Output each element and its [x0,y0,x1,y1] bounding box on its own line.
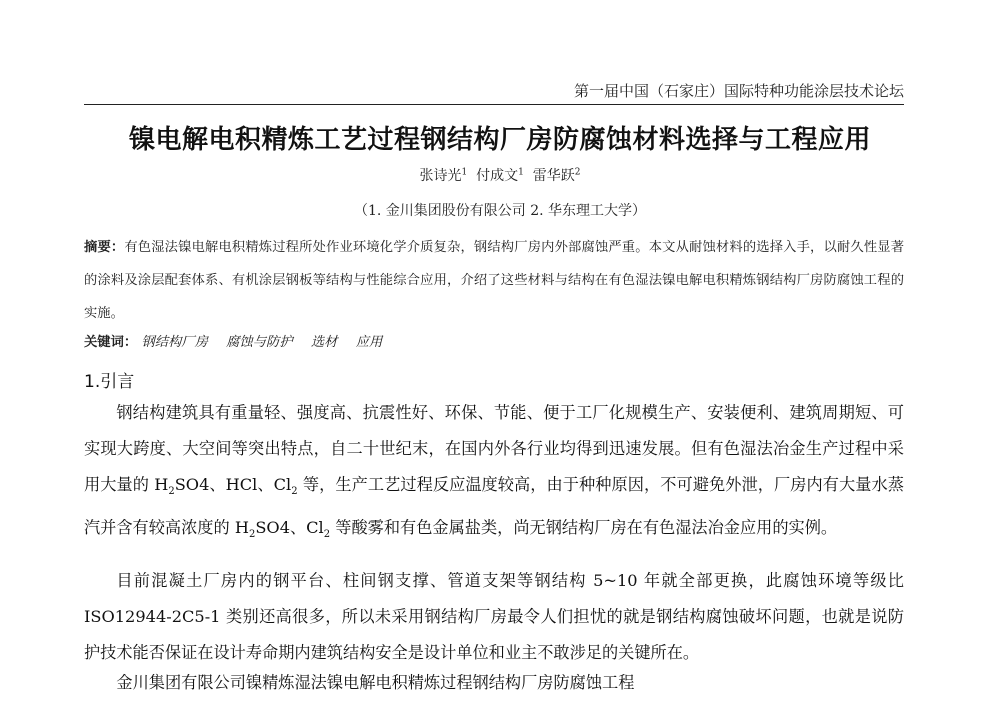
author-name: 雷华跃 [532,168,575,184]
keyword: 钢结构厂房 [141,335,208,350]
author-name: 张诗光 [419,168,462,184]
abstract [84,231,904,330]
paragraph-text: 等，生产工艺过程反应温度较高，由于种种原因，不可避免外泄，厂房内有大量水蒸汽并含有较高浓度的 H [84,475,904,538]
paragraph-text: SO4、HCl、Cl [174,475,292,494]
section-heading: 1.引言 [84,372,135,392]
body-paragraph [84,665,904,701]
author-affil-mark: 1 [461,167,468,178]
affiliation: （1. 金川集团股份有限公司 2. 华东理工大学） [353,203,647,219]
keyword: 腐蚀与防护 [226,335,293,350]
author-list [0,165,1000,185]
paragraph-text: 金川集团有限公司镍精炼湿法镍电解电积精炼过程钢结构厂房防腐蚀工程 [116,673,635,692]
running-header: 第一届中国（石家庄）国际特种功能涂层技术论坛 [573,82,904,100]
author-affil-mark: 1 [518,167,524,178]
body-paragraph [84,563,904,671]
keyword: 选材 [310,335,338,350]
author-affil-mark: 2 [574,167,581,178]
keywords [84,331,904,350]
paragraph-text: 钢结构建筑具有重量轻、强度高、抗震性好、环保、节能、便于工厂化规模生产、安装便利、建筑周期短、可实现大跨度、大空间等突出特点，自二十世纪末，在国内外各行业均得到迅速发展。但有色湿法冶金生产过程中采用大量的 H [84,403,904,494]
subscript: 2 [291,486,298,498]
abstract-text: 有色湿法镍电解电积精炼过程所处作业环境化学介质复杂，钢结构厂房内外部腐蚀严重。本文从耐蚀材料的选择入手，以耐久性显著的涂料及涂层配套体系、有机涂层钢板等结构与性能综合应用，介绍了这些材料与结构在有色湿法镍电解电积精炼钢结构厂房防腐蚀工程的实施。 [84,240,905,321]
paragraph-text: 目前混凝土厂房内的钢平台、柱间钢支撑、管道支架等钢结构 5~10 年就全部更换，此腐蚀环境等级比 ISO12944-2C5-1 类别还高很多，所以未采用钢结构厂房最令人们担忧的就是钢结构腐蚀破坏问题，也就是说防护技术能否保证在设计寿命期内建筑结构安全是设计单位和业主不敢涉足的关键所在。 [84,571,904,662]
paragraph-text: 等酸雾和有色金属盐类，尚无钢结构厂房在有色湿法冶金应用的实例。 [330,518,838,538]
subscript: 2 [323,529,331,541]
keyword: 应用 [355,335,383,350]
body-paragraph [84,395,904,553]
keywords-label: 关键词： [84,335,138,350]
paragraph-text: SO4、Cl [255,518,324,538]
header-rule [84,104,904,105]
subscript: 2 [248,529,256,541]
abstract-label: 摘要： [84,240,125,255]
subscript: 2 [168,486,175,498]
paper-title: 镍电解电积精炼工艺过程钢结构厂房防腐蚀材料选择与工程应用 [128,125,871,155]
author-name: 付成文 [476,168,519,184]
